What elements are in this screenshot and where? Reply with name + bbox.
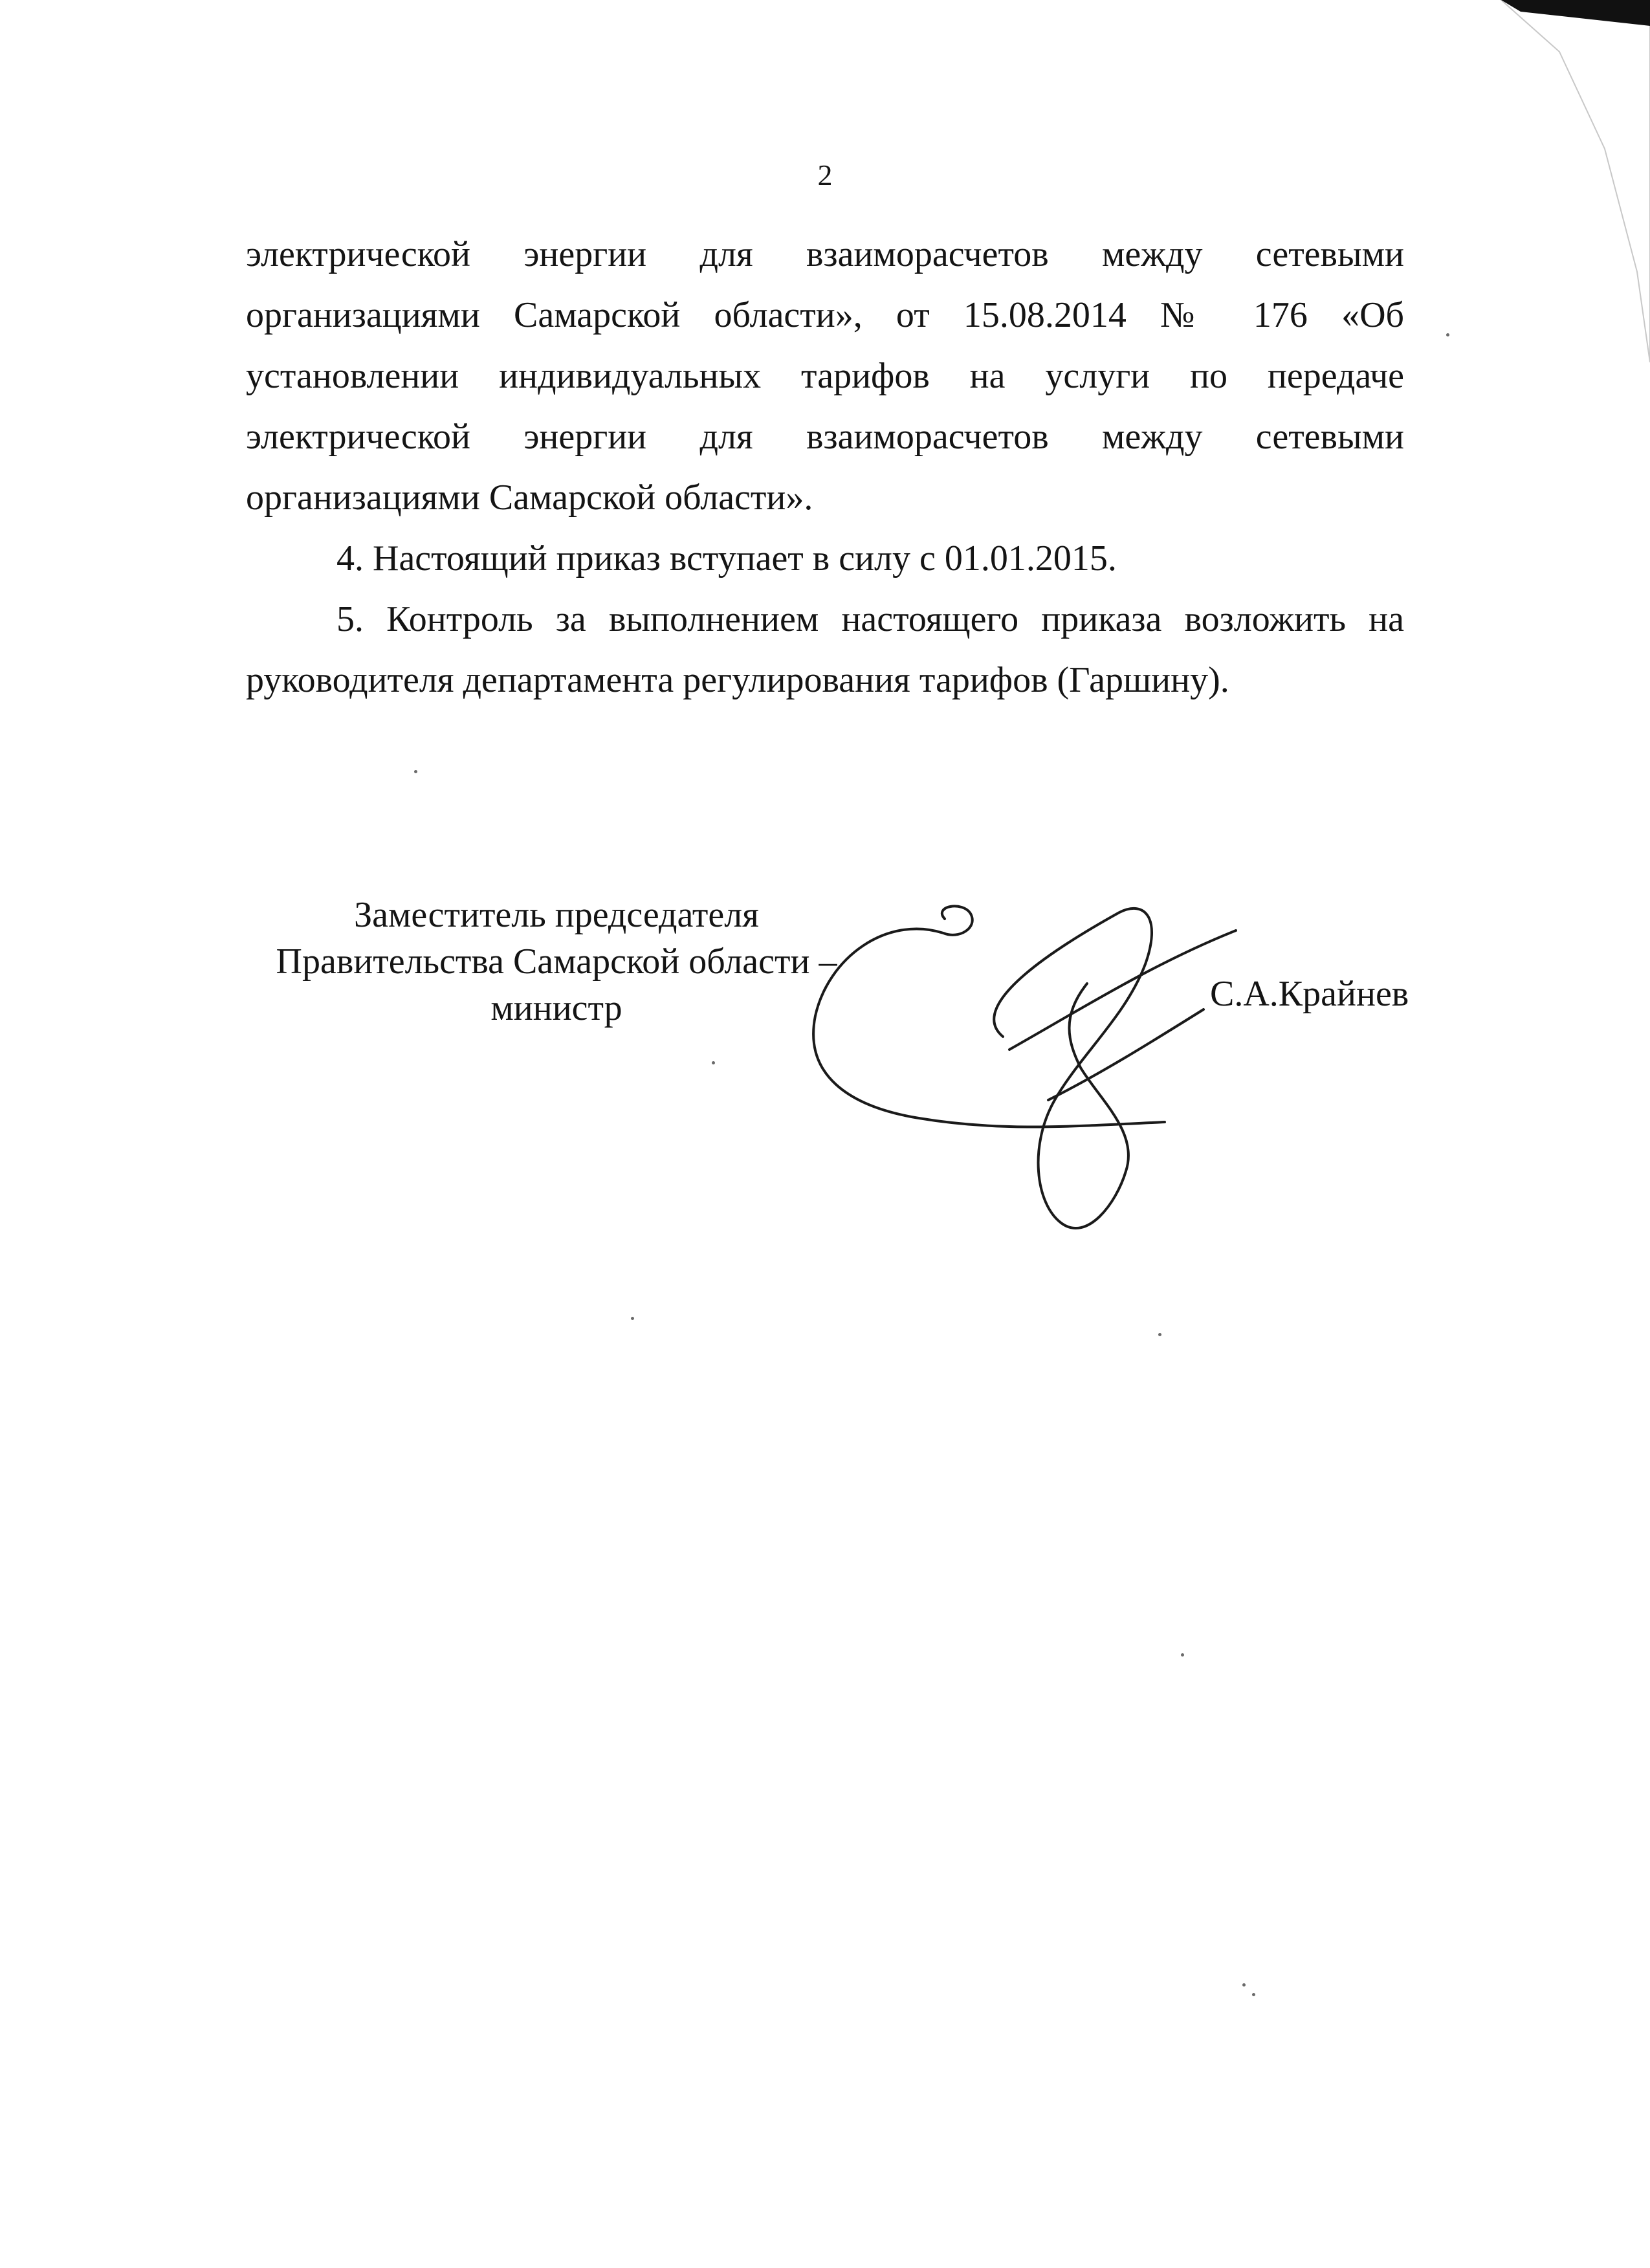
- signatory-position: [233, 892, 880, 1031]
- text-line: организациями Самарской области».: [246, 478, 813, 518]
- text-line: организациями Самарской области», от 15.08.2014 № 176 «Об: [246, 295, 1404, 335]
- text-line: установлении индивидуальных тарифов на услуги по передаче: [246, 356, 1404, 396]
- text-line: 5. Контроль за выполнением настоящего приказа возложить на: [336, 599, 1404, 639]
- list-item-5: [246, 589, 1404, 710]
- signer-name: С.А.Крайнев: [1210, 974, 1409, 1014]
- scan-speck: [1181, 1653, 1184, 1657]
- position-line: Заместитель председателя: [354, 895, 759, 935]
- scan-speck: [1158, 1333, 1161, 1336]
- list-item-4: 4. Настоящий приказ вступает в силу с 01.01.2015.: [336, 538, 1117, 578]
- scan-speck: [1252, 1993, 1255, 1996]
- scan-speck: [414, 770, 417, 773]
- scan-speck: [1446, 333, 1449, 336]
- position-line: Правительства Самарской области –: [276, 941, 837, 982]
- paragraph-continuation: [246, 224, 1404, 528]
- handwritten-signature: [789, 867, 1320, 1268]
- text-line: руководителя департамента регулирования тарифов (Гаршину).: [246, 660, 1229, 700]
- text-line: электрической энергии для взаиморасчетов между сетевыми: [246, 417, 1404, 457]
- scan-speck: [712, 1061, 715, 1064]
- text-line: электрической энергии для взаиморасчетов между сетевыми: [246, 234, 1404, 274]
- scan-speck: [631, 1317, 634, 1320]
- position-line: министр: [490, 988, 622, 1028]
- scan-speck: [1242, 1983, 1246, 1987]
- document-body: [246, 224, 1404, 710]
- page-number: 2: [817, 159, 833, 192]
